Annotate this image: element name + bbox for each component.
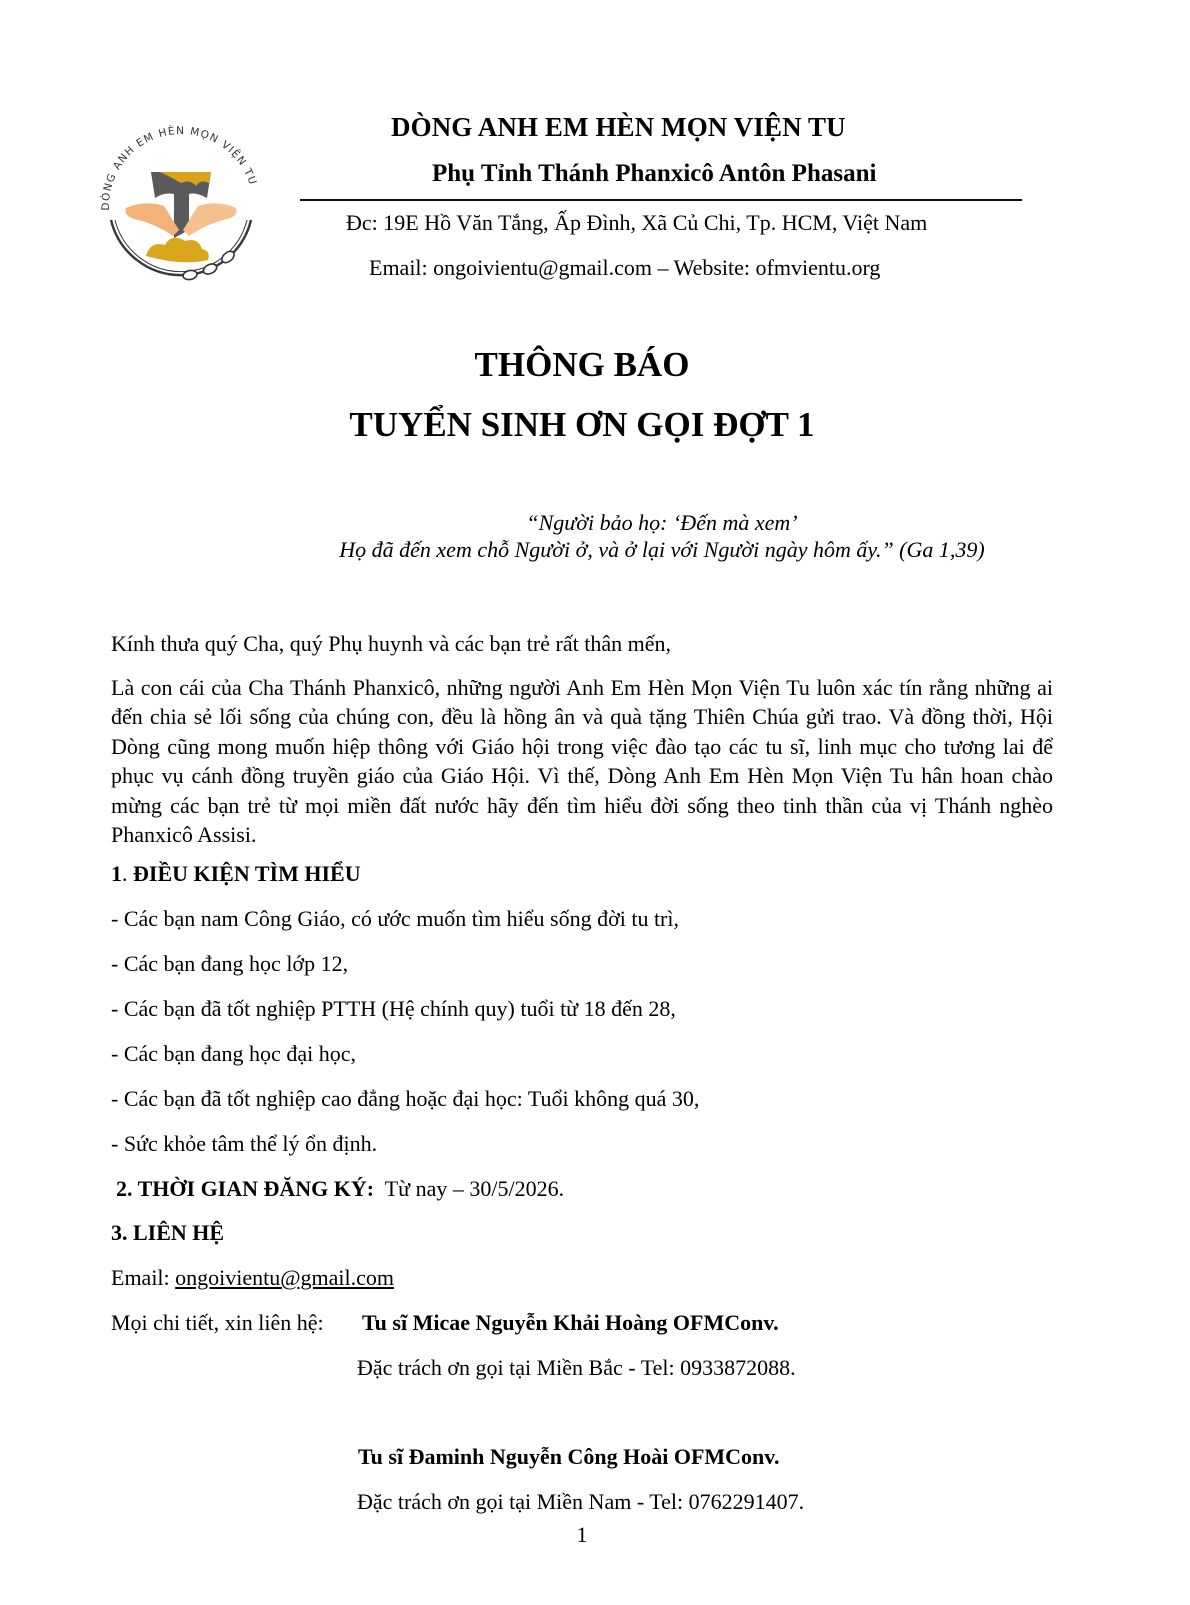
epigraph-line-2: Họ đã đến xem chỗ Người ở, và ở lại với Người ngày hôm ấy.” (Ga 1,39)	[339, 537, 985, 562]
condition-item: - Các bạn đã tốt nghiệp PTTH (Hệ chính quy) tuổi từ 18 đến 28,	[111, 996, 676, 1021]
franciscan-tau-cross-logo	[96, 112, 266, 282]
condition-item: - Các bạn đã tốt nghiệp cao đẳng hoặc đại học: Tuổi không quá 30,	[111, 1086, 700, 1111]
greeting: Kính thưa quý Cha, quý Phụ huynh và các bạn trẻ rất thân mến,	[111, 631, 671, 656]
intro-paragraph: Là con cái của Cha Thánh Phanxicô, những người Anh Em Hèn Mọn Viện Tu luôn xác tín rằng những ai đến chia sẻ lối sống của chúng con, đều là hồng ân và quà tặng Thiên Chúa gửi trao. Và đồng thời, Hội Dòng cũng mong muốn hiệp thông với Giáo hội trong việc đào tạo các tu sĩ, linh mục cho tương lai để phục vụ cánh đồng truyền giáo của Giáo Hội. Vì thế, Dòng Anh Em Hèn Mọn Viện Tu hân hoan chào mừng các bạn trẻ từ mọi miền đất nước hãy đến tìm hiểu đời sống theo tinh thần của vị Thánh nghèo Phanxicô Assisi.	[111, 675, 1053, 848]
condition-item: - Các bạn nam Công Giáo, có ước muốn tìm hiểu sống đời tu trì,	[111, 906, 679, 931]
contact-email-row	[111, 1265, 394, 1291]
email-label: Email:	[111, 1265, 176, 1290]
section-2-heading: 2. THỜI GIAN ĐĂNG KÝ:	[116, 1176, 375, 1201]
title-announcement: THÔNG BÁO	[474, 345, 690, 384]
condition-item: - Các bạn đang học lớp 12,	[111, 951, 349, 976]
header-contact: Email: ongoivientu@gmail.com – Website: ofmvientu.org	[369, 255, 881, 280]
contact-north-name: Tu sĩ Micae Nguyễn Khải Hoàng OFMConv.	[362, 1310, 779, 1335]
rope-knot-icon	[202, 262, 218, 276]
contact-south-role: Đặc trách ơn gọi tại Miền Nam - Tel: 0762291407.	[357, 1489, 805, 1514]
province-name: Phụ Tỉnh Thánh Phanxicô Antôn Phasani	[432, 160, 877, 187]
section-2-row	[116, 1176, 564, 1202]
page-number: 1	[576, 1522, 588, 1547]
right-hand-icon	[183, 203, 237, 236]
contact-north-role: Đặc trách ơn gọi tại Miền Bắc - Tel: 0933872088.	[357, 1355, 796, 1380]
gold-ground	[146, 238, 209, 262]
title-recruitment: TUYỂN SINH ƠN GỌI ĐỢT 1	[349, 405, 815, 444]
section-1-heading: 1. ĐIỀU KIỆN TÌM HIỂU	[111, 861, 361, 886]
section-1-title: ĐIỀU KIỆN TÌM HIỂU	[127, 861, 361, 886]
registration-period: Từ nay – 30/5/2026.	[384, 1176, 565, 1201]
logo-graphic	[96, 112, 266, 282]
details-label: Mọi chi tiết, xin liên hệ:	[111, 1310, 324, 1335]
epigraph-line-1: “Người bảo họ: ‘Đến mà xem’	[526, 510, 798, 535]
left-hand-icon	[125, 203, 179, 236]
condition-item: - Sức khỏe tâm thể lý ổn định.	[111, 1131, 378, 1156]
email-link[interactable]: ongoivientu@gmail.com	[175, 1265, 394, 1290]
contact-south-name: Tu sĩ Đaminh Nguyễn Công Hoài OFMConv.	[358, 1444, 780, 1469]
organization-name: DÒNG ANH EM HÈN MỌN VIỆN TU	[391, 112, 846, 142]
address: Đc: 19E Hồ Văn Tắng, Ấp Đình, Xã Củ Chi, Tp. HCM, Việt Nam	[346, 210, 928, 235]
logo-ring-text: DÒNG ANH EM HÈN MỌN VIỆN TU	[99, 125, 259, 211]
header-divider	[300, 199, 1022, 201]
condition-item: - Các bạn đang học đại học,	[111, 1041, 356, 1066]
section-3-heading: 3. LIÊN HỆ	[111, 1220, 225, 1245]
section-1-number: 1	[111, 861, 122, 886]
